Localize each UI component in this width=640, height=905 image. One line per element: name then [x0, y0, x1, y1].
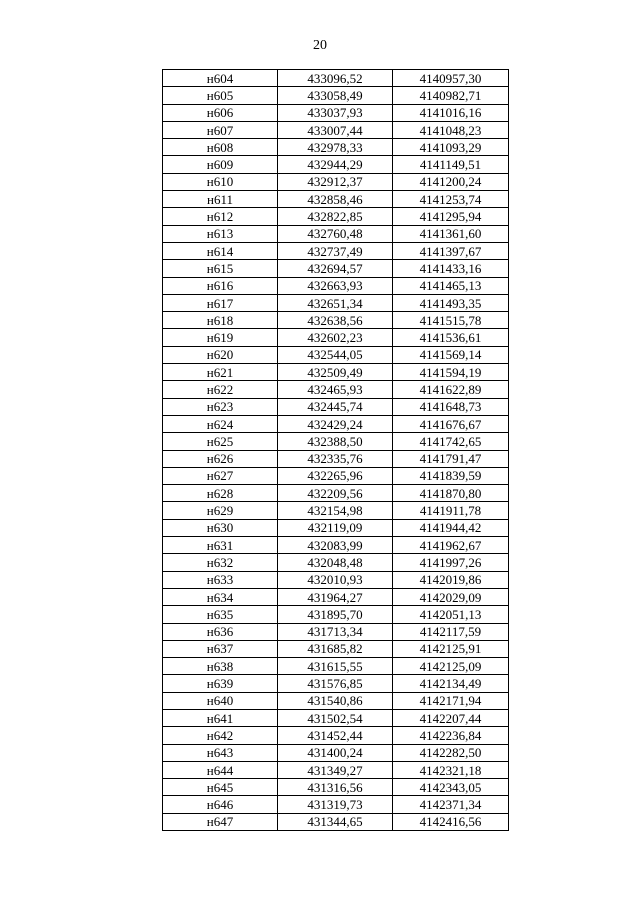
point-label-cell: н644: [163, 761, 278, 778]
y-coordinate-cell: 4141962,67: [393, 537, 509, 554]
y-coordinate-cell: 4141870,80: [393, 485, 509, 502]
y-coordinate-cell: 4142051,13: [393, 606, 509, 623]
y-coordinate-cell: 4141149,51: [393, 156, 509, 173]
x-coordinate-cell: 432335,76: [278, 450, 393, 467]
x-coordinate-cell: 432822,85: [278, 208, 393, 225]
y-coordinate-cell: 4142371,34: [393, 796, 509, 813]
x-coordinate-cell: 432429,24: [278, 415, 393, 432]
point-label-cell: н630: [163, 519, 278, 536]
table-row: [163, 156, 509, 173]
y-coordinate-cell: 4142171,94: [393, 692, 509, 709]
point-label-cell: н605: [163, 87, 278, 104]
table-row: [163, 813, 509, 830]
y-coordinate-cell: 4141200,24: [393, 173, 509, 190]
y-coordinate-cell: 4141016,16: [393, 104, 509, 121]
point-label-cell: н617: [163, 294, 278, 311]
y-coordinate-cell: 4141676,67: [393, 415, 509, 432]
coordinates-table-body: [163, 70, 509, 831]
table-row: [163, 727, 509, 744]
table-row: [163, 364, 509, 381]
x-coordinate-cell: 433096,52: [278, 70, 393, 87]
point-label-cell: н622: [163, 381, 278, 398]
table-row: [163, 640, 509, 657]
y-coordinate-cell: 4141515,78: [393, 312, 509, 329]
table-row: [163, 692, 509, 709]
y-coordinate-cell: 4141791,47: [393, 450, 509, 467]
point-label-cell: н619: [163, 329, 278, 346]
x-coordinate-cell: 432083,99: [278, 537, 393, 554]
x-coordinate-cell: 432638,56: [278, 312, 393, 329]
x-coordinate-cell: 432912,37: [278, 173, 393, 190]
point-label-cell: н633: [163, 571, 278, 588]
point-label-cell: н608: [163, 139, 278, 156]
y-coordinate-cell: 4141397,67: [393, 242, 509, 259]
table-row: [163, 208, 509, 225]
table-row: [163, 121, 509, 138]
y-coordinate-cell: 4142029,09: [393, 588, 509, 605]
point-label-cell: н636: [163, 623, 278, 640]
y-coordinate-cell: 4142416,56: [393, 813, 509, 830]
y-coordinate-cell: 4142282,50: [393, 744, 509, 761]
point-label-cell: н612: [163, 208, 278, 225]
y-coordinate-cell: 4141253,74: [393, 191, 509, 208]
y-coordinate-cell: 4142343,05: [393, 779, 509, 796]
point-label-cell: н614: [163, 242, 278, 259]
y-coordinate-cell: 4142207,44: [393, 709, 509, 726]
table-row: [163, 485, 509, 502]
table-row: [163, 433, 509, 450]
x-coordinate-cell: 433058,49: [278, 87, 393, 104]
y-coordinate-cell: 4141093,29: [393, 139, 509, 156]
x-coordinate-cell: 431713,34: [278, 623, 393, 640]
table-row: [163, 537, 509, 554]
y-coordinate-cell: 4141944,42: [393, 519, 509, 536]
x-coordinate-cell: 431615,55: [278, 658, 393, 675]
x-coordinate-cell: 432010,93: [278, 571, 393, 588]
y-coordinate-cell: 4141742,65: [393, 433, 509, 450]
x-coordinate-cell: 432651,34: [278, 294, 393, 311]
point-label-cell: н640: [163, 692, 278, 709]
x-coordinate-cell: 431452,44: [278, 727, 393, 744]
point-label-cell: н624: [163, 415, 278, 432]
point-label-cell: н610: [163, 173, 278, 190]
table-row: [163, 588, 509, 605]
table-row: [163, 398, 509, 415]
table-row: [163, 242, 509, 259]
point-label-cell: н631: [163, 537, 278, 554]
x-coordinate-cell: 431502,54: [278, 709, 393, 726]
table-row: [163, 139, 509, 156]
point-label-cell: н632: [163, 554, 278, 571]
y-coordinate-cell: 4141648,73: [393, 398, 509, 415]
x-coordinate-cell: 431319,73: [278, 796, 393, 813]
y-coordinate-cell: 4142125,09: [393, 658, 509, 675]
point-label-cell: н638: [163, 658, 278, 675]
x-coordinate-cell: 432388,50: [278, 433, 393, 450]
page-number: 20: [313, 38, 327, 53]
x-coordinate-cell: 432760,48: [278, 225, 393, 242]
x-coordinate-cell: 433007,44: [278, 121, 393, 138]
x-coordinate-cell: 432445,74: [278, 398, 393, 415]
point-label-cell: н627: [163, 467, 278, 484]
x-coordinate-cell: 431685,82: [278, 640, 393, 657]
y-coordinate-cell: 4141295,94: [393, 208, 509, 225]
y-coordinate-cell: 4141493,35: [393, 294, 509, 311]
table-row: [163, 571, 509, 588]
point-label-cell: н645: [163, 779, 278, 796]
x-coordinate-cell: 432663,93: [278, 277, 393, 294]
x-coordinate-cell: 432119,09: [278, 519, 393, 536]
table-row: [163, 191, 509, 208]
table-row: [163, 450, 509, 467]
y-coordinate-cell: 4141361,60: [393, 225, 509, 242]
point-label-cell: н626: [163, 450, 278, 467]
x-coordinate-cell: 432944,29: [278, 156, 393, 173]
table-row: [163, 519, 509, 536]
table-row: [163, 761, 509, 778]
y-coordinate-cell: 4140982,71: [393, 87, 509, 104]
x-coordinate-cell: 432544,05: [278, 346, 393, 363]
x-coordinate-cell: 431400,24: [278, 744, 393, 761]
point-label-cell: н623: [163, 398, 278, 415]
table-row: [163, 277, 509, 294]
point-label-cell: н635: [163, 606, 278, 623]
y-coordinate-cell: 4142321,18: [393, 761, 509, 778]
y-coordinate-cell: 4141048,23: [393, 121, 509, 138]
table-row: [163, 294, 509, 311]
y-coordinate-cell: 4141465,13: [393, 277, 509, 294]
y-coordinate-cell: 4141839,59: [393, 467, 509, 484]
point-label-cell: н616: [163, 277, 278, 294]
x-coordinate-cell: 432737,49: [278, 242, 393, 259]
y-coordinate-cell: 4141569,14: [393, 346, 509, 363]
table-row: [163, 346, 509, 363]
point-label-cell: н620: [163, 346, 278, 363]
point-label-cell: н643: [163, 744, 278, 761]
point-label-cell: н637: [163, 640, 278, 657]
y-coordinate-cell: 4141622,89: [393, 381, 509, 398]
x-coordinate-cell: 432154,98: [278, 502, 393, 519]
table-row: [163, 87, 509, 104]
x-coordinate-cell: 432858,46: [278, 191, 393, 208]
x-coordinate-cell: 431540,86: [278, 692, 393, 709]
point-label-cell: н647: [163, 813, 278, 830]
table-row: [163, 606, 509, 623]
x-coordinate-cell: 431349,27: [278, 761, 393, 778]
x-coordinate-cell: 432978,33: [278, 139, 393, 156]
y-coordinate-cell: 4142019,86: [393, 571, 509, 588]
table-row: [163, 467, 509, 484]
table-row: [163, 70, 509, 87]
table-row: [163, 554, 509, 571]
table-row: [163, 502, 509, 519]
point-label-cell: н629: [163, 502, 278, 519]
point-label-cell: н615: [163, 260, 278, 277]
point-label-cell: н646: [163, 796, 278, 813]
point-label-cell: н625: [163, 433, 278, 450]
table-row: [163, 675, 509, 692]
point-label-cell: н628: [163, 485, 278, 502]
y-coordinate-cell: 4141536,61: [393, 329, 509, 346]
point-label-cell: н634: [163, 588, 278, 605]
table-row: [163, 623, 509, 640]
x-coordinate-cell: 432465,93: [278, 381, 393, 398]
x-coordinate-cell: 431964,27: [278, 588, 393, 605]
point-label-cell: н618: [163, 312, 278, 329]
x-coordinate-cell: 432209,56: [278, 485, 393, 502]
y-coordinate-cell: 4142236,84: [393, 727, 509, 744]
table-row: [163, 104, 509, 121]
table-row: [163, 260, 509, 277]
table-row: [163, 779, 509, 796]
y-coordinate-cell: 4142134,49: [393, 675, 509, 692]
point-label-cell: н607: [163, 121, 278, 138]
coordinates-table: [162, 69, 509, 831]
table-row: [163, 173, 509, 190]
y-coordinate-cell: 4142117,59: [393, 623, 509, 640]
x-coordinate-cell: 432509,49: [278, 364, 393, 381]
x-coordinate-cell: 431895,70: [278, 606, 393, 623]
table-row: [163, 796, 509, 813]
table-row: [163, 744, 509, 761]
point-label-cell: н639: [163, 675, 278, 692]
point-label-cell: н613: [163, 225, 278, 242]
x-coordinate-cell: 432265,96: [278, 467, 393, 484]
x-coordinate-cell: 431576,85: [278, 675, 393, 692]
table-row: [163, 225, 509, 242]
table-row: [163, 415, 509, 432]
table-row: [163, 381, 509, 398]
point-label-cell: н609: [163, 156, 278, 173]
y-coordinate-cell: 4142125,91: [393, 640, 509, 657]
y-coordinate-cell: 4141594,19: [393, 364, 509, 381]
table-row: [163, 658, 509, 675]
point-label-cell: н611: [163, 191, 278, 208]
point-label-cell: н606: [163, 104, 278, 121]
y-coordinate-cell: 4141997,26: [393, 554, 509, 571]
x-coordinate-cell: 431344,65: [278, 813, 393, 830]
x-coordinate-cell: 432694,57: [278, 260, 393, 277]
point-label-cell: н641: [163, 709, 278, 726]
point-label-cell: н604: [163, 70, 278, 87]
x-coordinate-cell: 433037,93: [278, 104, 393, 121]
x-coordinate-cell: 432048,48: [278, 554, 393, 571]
point-label-cell: н642: [163, 727, 278, 744]
x-coordinate-cell: 432602,23: [278, 329, 393, 346]
table-row: [163, 709, 509, 726]
y-coordinate-cell: 4141911,78: [393, 502, 509, 519]
point-label-cell: н621: [163, 364, 278, 381]
y-coordinate-cell: 4140957,30: [393, 70, 509, 87]
table-row: [163, 312, 509, 329]
table-row: [163, 329, 509, 346]
y-coordinate-cell: 4141433,16: [393, 260, 509, 277]
x-coordinate-cell: 431316,56: [278, 779, 393, 796]
